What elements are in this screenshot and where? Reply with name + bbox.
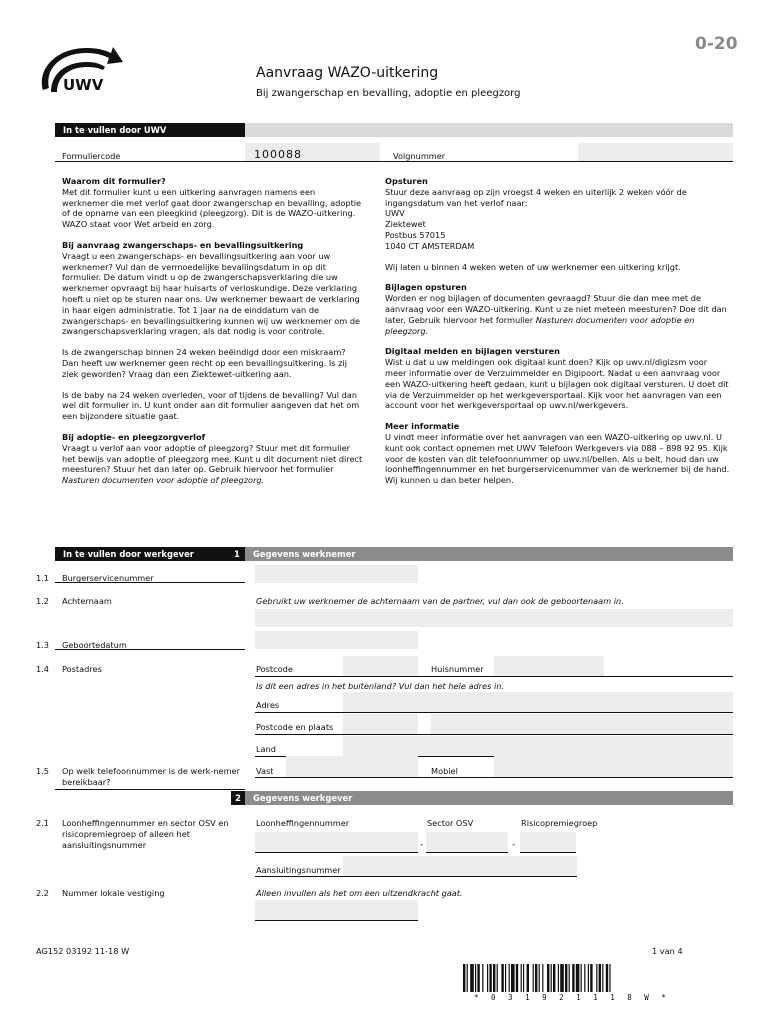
huisnummer-label: Huisnummer <box>431 664 484 674</box>
achternaam-input[interactable] <box>255 609 733 627</box>
vast-input[interactable] <box>286 756 418 777</box>
q14-number: 1.4 <box>36 664 50 674</box>
aansluitingsnummer-input[interactable] <box>343 856 577 876</box>
vast-label: Vast <box>256 766 274 776</box>
section-2-title: Gegevens werkgever <box>245 791 733 805</box>
heading-adoptie: Bij adoptie- en pleegzorgverlof <box>62 431 206 442</box>
heading-waarom: Waarom dit formulier? <box>62 176 166 186</box>
postcode-input[interactable] <box>343 656 418 676</box>
heading-bijlagen: Bijlagen opsturen <box>385 282 467 293</box>
q21-number: 2.1 <box>36 818 50 828</box>
form-subtitle: Bij zwangerschap en bevalling, adoptie en pleegzorg <box>256 88 521 99</box>
uwv-section-bar <box>245 123 733 137</box>
q11-label: Burgerservicenummer <box>62 573 154 583</box>
lokale-vestiging-input[interactable] <box>255 900 418 920</box>
q22-label: Nummer lokale vestiging <box>62 888 165 898</box>
volgnummer-field[interactable] <box>578 143 733 161</box>
instructions-right <box>385 176 730 496</box>
q22-number: 2.2 <box>36 888 50 898</box>
loonheffingennummer-input[interactable] <box>255 832 418 852</box>
dash-2: - <box>512 840 516 850</box>
land-input[interactable] <box>343 736 733 756</box>
svg-text:UWV: UWV <box>63 76 104 94</box>
uwv-logo <box>35 40 125 102</box>
q14-label: Postadres <box>62 664 102 674</box>
q12-number: 1.2 <box>36 596 50 606</box>
adres-input[interactable] <box>343 692 733 712</box>
risicopremiegroep-label: Risicopremiegroep <box>521 818 598 828</box>
q15-label-line <box>55 780 245 790</box>
section-1-number: 1 <box>231 547 245 561</box>
footer-form-code: AG152 03192 11-18 W <box>36 946 130 956</box>
form-number: 0-20 <box>695 34 738 54</box>
uwv-section-heading: In te vullen door UWV <box>55 123 245 137</box>
sector-osv-label: Sector OSV <box>427 818 474 828</box>
formuliercode-value: 100088 <box>254 148 302 161</box>
dash-1: - <box>420 840 424 850</box>
barcode <box>463 964 685 994</box>
q15-number: 1.5 <box>36 766 50 776</box>
plaats-input[interactable] <box>431 714 733 734</box>
land-label: Land <box>256 744 276 754</box>
volgnummer-label: Volgnummer <box>393 151 446 161</box>
mobiel-input[interactable] <box>494 756 733 777</box>
instructions-left <box>62 176 364 496</box>
risicopremiegroep-input[interactable] <box>520 832 576 852</box>
q12-label: Achternaam <box>62 596 112 606</box>
postcode-label: Postcode <box>256 664 293 674</box>
section-1-title: Gegevens werknemer <box>245 547 733 561</box>
bsn-input[interactable] <box>255 565 418 583</box>
formuliercode-label: Formuliercode <box>62 151 121 161</box>
text-bijlagen: Worden er nog bijlagen of documenten gevraagd? Stuur die dan mee met de aanvraag voor een WAZO-uitkering. Kunt u ze niet meteen meesturen? Doe dit dan later. Gebruik hiervoor het formulier Nasturen documenten voor adoptie en pleegzorg. <box>385 293 727 336</box>
heading-opsturen: Opsturen <box>385 176 428 186</box>
text-adoptie: Vraagt u verlof aan voor adoptie of pleegzorg? Stuur met dit formulier het bewijs van adoptie of pleegzorg mee. Kunt u dit document niet direct meesturen? Stuur het dan later op. Gebruik hiervoor het formulier Nasturen documenten voor adoptie of pleegzorg. <box>62 442 363 486</box>
werkgever-heading: In te vullen door werkgever <box>55 547 231 561</box>
q15-label: Op welk telefoonnummer is de werk-nemer bereikbaar? <box>62 766 240 787</box>
form-title: Aanvraag WAZO-uitkering <box>256 65 439 81</box>
q21-label: Loonheffingennummer en sector OSV en risicopremiegroep of alleen het aansluitingsnummer <box>62 818 229 850</box>
text-waarom: Met dit formulier kunt u een uitkering aanvragen namens een werknemer die met verlof gaat door zwangerschap en bevalling, adoptie of de opname van een pleegkind (pleegzorg). Dit is de WAZO-uitkering. WAZO staat voor Wet arbeid en zorg. <box>62 186 362 230</box>
adres-label: Adres <box>256 700 280 710</box>
heading-meer-informatie: Meer informatie <box>385 421 460 432</box>
page-number: 1 van 4 <box>652 946 683 956</box>
mobiel-label: Mobiel <box>431 766 458 776</box>
text-miskraam: Is de zwangerschap binnen 24 weken beëindigd door een miskraam? Dan heeft uw werknemer geen recht op een bevallingsuitkering. Is zij ziek geworden? Vraag dan een Ziektewet-uitkering aan. <box>62 347 348 379</box>
heading-digitaal: Digitaal melden en bijlagen versturen <box>385 346 560 357</box>
sector-osv-input[interactable] <box>426 832 508 852</box>
text-digitaal: Wist u dat u uw meldingen ook digitaal kunt doen? Kijk op uwv.nl/digizsm voor meer informatie over de Verzuimmelder en Digipoort. Nadat u een aanvraag voor een WAZO-uitkering heeft gedaan, kunt u bijlagen ook digitaal versturen. U doet dit via de Verzuimmelder op het werkgeversportaal. Kijk voor het aanvragen van een account voor het werkgeversportaal op uwv.nl/werkgevers. <box>385 357 729 411</box>
text-binnen-4-weken: Wij laten u binnen 4 weken weten of uw werknemer een uitkering krijgt. <box>385 261 681 272</box>
q11-number: 1.1 <box>36 573 50 583</box>
q22-hint: Alleen invullen als het om een uitzendkracht gaat. <box>256 888 463 898</box>
q13-label: Geboortedatum <box>62 640 127 650</box>
barcode-text: * 0 3 1 9 2 1 1 1 8 W * <box>474 993 670 1002</box>
q13-number: 1.3 <box>36 640 50 650</box>
text-overleden: Is de baby na 24 weken overleden, voor of tijdens de bevalling? Vul dan wel dit formulier in. U kunt onder aan dit formulier aangeven dat het om een bijzondere situatie gaat. <box>62 389 360 422</box>
plaats-postcode-input[interactable] <box>343 714 418 734</box>
text-zwangerschap: Vraagt u een zwangerschaps- en bevallingsuitkering aan voor uw werknemer? Vul dan de vermoedelijke bevallingsdatum in op dit formulier. De datum vindt u op de zwangerschapsverklaring die uw werknemer opvraagt bij haar huisarts of verloskundige. Deze verklaring hoeft u niet op te sturen naar ons. Uw werknemer bewaart de verklaring in haar eigen administratie. Tot 1 jaar na de einddatum van de zwangerschaps- en bevallingsuitkering kunnen wij uw werknemer om de zwangerschapsverklaring vragen, als dat nodig is voor controle. <box>62 250 361 337</box>
address-block: UWV Ziektewet Postbus 57015 1040 CT AMSTERDAM <box>385 208 475 251</box>
section-2-number: 2 <box>231 791 245 805</box>
text-opsturen: Stuur deze aanvraag op zijn vroegst 4 weken en uiterlijk 2 weken vóór de ingangsdatum van het verlof naar: <box>385 186 687 208</box>
huisnummer-input[interactable] <box>494 656 604 676</box>
loonheffingennummer-label: Loonheffingennummer <box>256 818 350 828</box>
aansluitingsnummer-label: Aansluitingsnummer <box>256 865 341 875</box>
q12-hint: Gebruikt uw werknemer de achternaam van de partner, vul dan ook de geboortenaam in. <box>256 596 624 606</box>
plaats-label: Postcode en plaats <box>256 722 334 732</box>
text-meer-informatie: U vindt meer informatie over het aanvragen van een WAZO-uitkering op uwv.nl. U kunt ook contact opnemen met UWV Telefoon Werkgevers via 088 – 898 92 95. Kijk voor de kosten van dit telefoonnummer op uwv.nl/bellen. Als u belt, houd dan uw loonheffingennummer en het burgerservicenummer van de werknemer bij de hand. Wij kunnen u dan beter helpen. <box>385 431 730 486</box>
heading-zwangerschap: Bij aanvraag zwangerschaps- en bevallingsuitkering <box>62 239 304 250</box>
geboortedatum-input[interactable] <box>255 631 418 649</box>
q14-hint: Is dit een adres in het buitenland? Vul dan het hele adres in. <box>256 681 505 691</box>
